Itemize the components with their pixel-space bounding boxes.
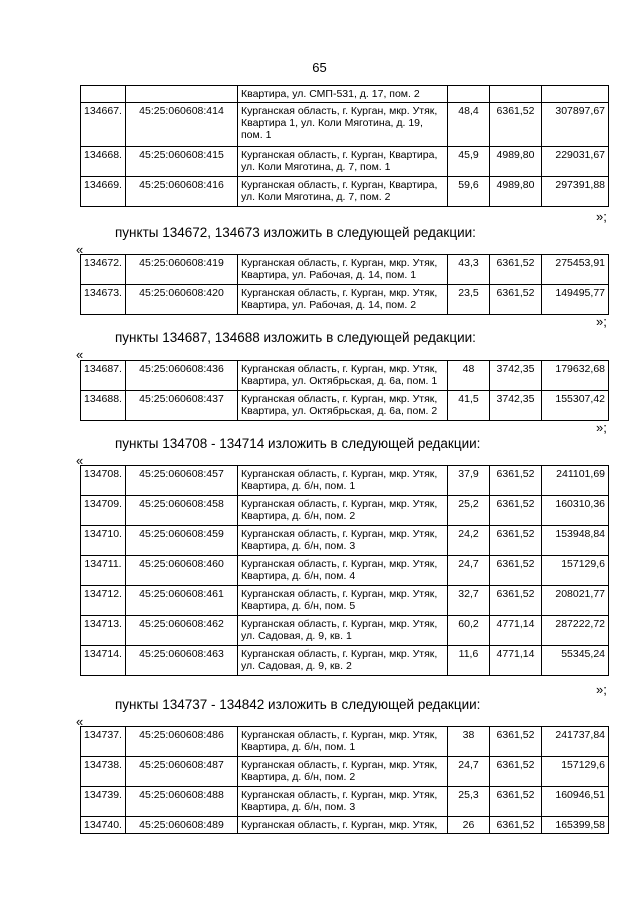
table-row bbox=[81, 391, 609, 421]
address: Курганская область, г. Курган, мкр. Утяк, Квартира, д. б/н, пом. 2 bbox=[238, 496, 448, 526]
area: 45,9 bbox=[448, 147, 490, 177]
area: 37,9 bbox=[448, 466, 490, 496]
area: 24,7 bbox=[448, 556, 490, 586]
row-number: 134668. bbox=[81, 147, 126, 177]
row-number: 134673. bbox=[81, 285, 126, 315]
table-row bbox=[81, 496, 609, 526]
cadastral-number: 45:25:060608:486 bbox=[126, 727, 238, 757]
cost: 208021,77 bbox=[542, 586, 609, 616]
address: Курганская область, г. Курган, мкр. Утяк, Квартира, д. б/н, пом. 3 bbox=[238, 787, 448, 817]
price: 6361,52 bbox=[490, 556, 542, 586]
cost: 157129,6 bbox=[542, 757, 609, 787]
cadastral-number: 45:25:060608:463 bbox=[126, 646, 238, 676]
row-number: 134687. bbox=[81, 361, 126, 391]
table-row bbox=[81, 103, 609, 147]
price bbox=[490, 86, 542, 103]
price: 6361,52 bbox=[490, 103, 542, 147]
address: Курганская область, г. Курган, мкр. Утяк, Квартира, д. б/н, пом. 2 bbox=[238, 757, 448, 787]
area: 24,7 bbox=[448, 757, 490, 787]
cost: 155307,42 bbox=[542, 391, 609, 421]
cost: 287222,72 bbox=[542, 616, 609, 646]
page-number: 65 bbox=[312, 60, 327, 75]
price: 4771,14 bbox=[490, 646, 542, 676]
cadastral-number: 45:25:060608:437 bbox=[126, 391, 238, 421]
area: 48 bbox=[448, 361, 490, 391]
row-number: 134672. bbox=[81, 255, 126, 285]
address: Курганская область, г. Курган, Квартира, ул. Коли Мяготина, д. 7, пом. 2 bbox=[238, 177, 448, 207]
price: 6361,52 bbox=[490, 466, 542, 496]
price: 6361,52 bbox=[490, 787, 542, 817]
table-row bbox=[81, 586, 609, 616]
row-number: 134740. bbox=[81, 817, 126, 834]
opening-quote: « bbox=[76, 242, 84, 257]
area: 48,4 bbox=[448, 103, 490, 147]
amendment-instruction: пункты 134687, 134688 изложить в следующей редакции: bbox=[115, 330, 476, 345]
address: Квартира, ул. СМП-531, д. 17, пом. 2 bbox=[238, 86, 448, 103]
row-number: 134709. bbox=[81, 496, 126, 526]
table-row bbox=[81, 255, 609, 285]
price: 3742,35 bbox=[490, 361, 542, 391]
area: 11,6 bbox=[448, 646, 490, 676]
area bbox=[448, 86, 490, 103]
cost: 307897,67 bbox=[542, 103, 609, 147]
opening-quote: « bbox=[76, 714, 84, 729]
table-row bbox=[81, 727, 609, 757]
address: Курганская область, г. Курган, мкр. Утяк, Квартира, д. б/н, пом. 1 bbox=[238, 466, 448, 496]
table-row bbox=[81, 466, 609, 496]
cost: 55345,24 bbox=[542, 646, 609, 676]
price: 6361,52 bbox=[490, 526, 542, 556]
row-number: 134711. bbox=[81, 556, 126, 586]
price: 4989,80 bbox=[490, 177, 542, 207]
table-row bbox=[81, 147, 609, 177]
cost: 153948,84 bbox=[542, 526, 609, 556]
closing-quote: »; bbox=[596, 314, 607, 329]
price: 6361,52 bbox=[490, 757, 542, 787]
table-row bbox=[81, 177, 609, 207]
table-row bbox=[81, 646, 609, 676]
cost: 297391,88 bbox=[542, 177, 609, 207]
opening-quote: « bbox=[76, 453, 84, 468]
address: Курганская область, г. Курган, мкр. Утяк, bbox=[238, 817, 448, 834]
amendment-instruction: пункты 134708 - 134714 изложить в следующей редакции: bbox=[115, 436, 481, 451]
area: 43,3 bbox=[448, 255, 490, 285]
address: Курганская область, г. Курган, мкр. Утяк, Квартира, ул. Рабочая, д. 14, пом. 2 bbox=[238, 285, 448, 315]
cost: 149495,77 bbox=[542, 285, 609, 315]
cadastral-number: 45:25:060608:487 bbox=[126, 757, 238, 787]
area: 41,5 bbox=[448, 391, 490, 421]
address: Курганская область, г. Курган, мкр. Утяк, Квартира 1, ул. Коли Мяготина, д. 19, пом. 1 bbox=[238, 103, 448, 147]
table-row bbox=[81, 361, 609, 391]
area: 24,2 bbox=[448, 526, 490, 556]
cadastral-number: 45:25:060608:436 bbox=[126, 361, 238, 391]
cost: 229031,67 bbox=[542, 147, 609, 177]
cost: 160946,51 bbox=[542, 787, 609, 817]
row-number: 134669. bbox=[81, 177, 126, 207]
area: 26 bbox=[448, 817, 490, 834]
cadastral-number: 45:25:060608:415 bbox=[126, 147, 238, 177]
address: Курганская область, г. Курган, мкр. Утяк, Квартира, д. б/н, пом. 4 bbox=[238, 556, 448, 586]
cadastral-number: 45:25:060608:458 bbox=[126, 496, 238, 526]
price: 6361,52 bbox=[490, 586, 542, 616]
table-row bbox=[81, 616, 609, 646]
closing-quote: »; bbox=[596, 420, 607, 435]
cadastral-number: 45:25:060608:488 bbox=[126, 787, 238, 817]
area: 38 bbox=[448, 727, 490, 757]
registry-table bbox=[80, 726, 609, 834]
cadastral-number: 45:25:060608:457 bbox=[126, 466, 238, 496]
area: 32,7 bbox=[448, 586, 490, 616]
cadastral-number: 45:25:060608:459 bbox=[126, 526, 238, 556]
row-number: 134714. bbox=[81, 646, 126, 676]
cost: 275453,91 bbox=[542, 255, 609, 285]
registry-table bbox=[80, 465, 609, 676]
address: Курганская область, г. Курган, мкр. Утяк, Квартира, ул. Рабочая, д. 14, пом. 1 bbox=[238, 255, 448, 285]
closing-quote: »; bbox=[596, 209, 607, 224]
address: Курганская область, г. Курган, мкр. Утяк, Квартира, д. б/н, пом. 1 bbox=[238, 727, 448, 757]
address: Курганская область, г. Курган, мкр. Утяк, ул. Садовая, д. 9, кв. 2 bbox=[238, 646, 448, 676]
cadastral-number: 45:25:060608:460 bbox=[126, 556, 238, 586]
registry-table bbox=[80, 254, 609, 315]
area: 25,3 bbox=[448, 787, 490, 817]
cost bbox=[542, 86, 609, 103]
cadastral-number: 45:25:060608:489 bbox=[126, 817, 238, 834]
price: 6361,52 bbox=[490, 817, 542, 834]
cost: 165399,58 bbox=[542, 817, 609, 834]
cadastral-number: 45:25:060608:414 bbox=[126, 103, 238, 147]
row-number: 134667. bbox=[81, 103, 126, 147]
cadastral-number: 45:25:060608:419 bbox=[126, 255, 238, 285]
closing-quote: »; bbox=[596, 682, 607, 697]
registry-table bbox=[80, 360, 609, 421]
area: 59,6 bbox=[448, 177, 490, 207]
address: Курганская область, г. Курган, Квартира, ул. Коли Мяготина, д. 7, пом. 1 bbox=[238, 147, 448, 177]
price: 6361,52 bbox=[490, 496, 542, 526]
area: 25,2 bbox=[448, 496, 490, 526]
row-number: 134708. bbox=[81, 466, 126, 496]
registry-table bbox=[80, 85, 609, 207]
row-number: 134712. bbox=[81, 586, 126, 616]
table-row bbox=[81, 787, 609, 817]
address: Курганская область, г. Курган, мкр. Утяк, ул. Садовая, д. 9, кв. 1 bbox=[238, 616, 448, 646]
price: 4771,14 bbox=[490, 616, 542, 646]
row-number: 134688. bbox=[81, 391, 126, 421]
cadastral-number bbox=[126, 86, 238, 103]
cadastral-number: 45:25:060608:462 bbox=[126, 616, 238, 646]
row-number: 134738. bbox=[81, 757, 126, 787]
cadastral-number: 45:25:060608:416 bbox=[126, 177, 238, 207]
table-row bbox=[81, 86, 609, 103]
table-row bbox=[81, 817, 609, 834]
address: Курганская область, г. Курган, мкр. Утяк, Квартира, д. б/н, пом. 5 bbox=[238, 586, 448, 616]
row-number bbox=[81, 86, 126, 103]
row-number: 134739. bbox=[81, 787, 126, 817]
cadastral-number: 45:25:060608:420 bbox=[126, 285, 238, 315]
area: 23,5 bbox=[448, 285, 490, 315]
amendment-instruction: пункты 134672, 134673 изложить в следующей редакции: bbox=[115, 225, 476, 240]
address: Курганская область, г. Курган, мкр. Утяк, Квартира, ул. Октябрьская, д. 6а, пом. 2 bbox=[238, 391, 448, 421]
row-number: 134713. bbox=[81, 616, 126, 646]
cost: 179632,68 bbox=[542, 361, 609, 391]
table-row bbox=[81, 757, 609, 787]
address: Курганская область, г. Курган, мкр. Утяк, Квартира, ул. Октябрьская, д. 6а, пом. 1 bbox=[238, 361, 448, 391]
row-number: 134710. bbox=[81, 526, 126, 556]
table-row bbox=[81, 526, 609, 556]
amendment-instruction: пункты 134737 - 134842 изложить в следующей редакции: bbox=[115, 697, 481, 712]
cost: 160310,36 bbox=[542, 496, 609, 526]
price: 6361,52 bbox=[490, 285, 542, 315]
cost: 157129,6 bbox=[542, 556, 609, 586]
cadastral-number: 45:25:060608:461 bbox=[126, 586, 238, 616]
address: Курганская область, г. Курган, мкр. Утяк, Квартира, д. б/н, пом. 3 bbox=[238, 526, 448, 556]
price: 6361,52 bbox=[490, 255, 542, 285]
price: 4989,80 bbox=[490, 147, 542, 177]
opening-quote: « bbox=[76, 347, 84, 362]
cost: 241737,84 bbox=[542, 727, 609, 757]
cost: 241101,69 bbox=[542, 466, 609, 496]
table-row bbox=[81, 285, 609, 315]
price: 3742,35 bbox=[490, 391, 542, 421]
table-row bbox=[81, 556, 609, 586]
area: 60,2 bbox=[448, 616, 490, 646]
row-number: 134737. bbox=[81, 727, 126, 757]
price: 6361,52 bbox=[490, 727, 542, 757]
